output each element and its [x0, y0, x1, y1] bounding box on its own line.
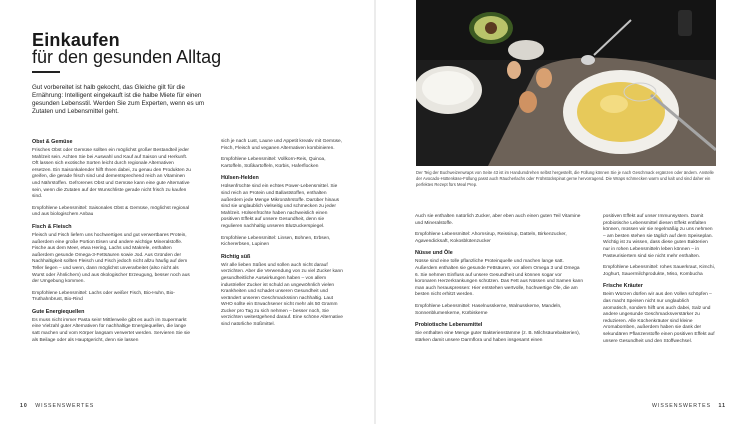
left-page	[0, 0, 374, 424]
section-heading: Fisch & Fleisch	[32, 223, 72, 230]
section-heading: Nüsse und Öle	[415, 250, 453, 257]
body-paragraph: positiven Effekt auf unser Immunsystem. Damit probiotische Lebensmittel diesen Effekt entfalten können, müssen wir sie regelmäßig zu uns nehmen – am besten stehen sie täglich auf dem Speiseplan. Wichtig ist zu wissen, dass diese guten Bakterien nur in rohen Lebensmitteln leben können – in Pasteurisiertem sind sie nicht mehr enthalten.	[603, 214, 713, 259]
section-heading: Richtig süß	[221, 253, 251, 260]
body-paragraph: Fleisch und Fisch liefern uns hochwertiges und gut verwertbares Protein, außerdem eine große Portion Eisen und andere wichtige Mineralstoffe. Fische aus dem Meer, etwa Hering, Lachs und Makrele, enthalten außerdem gesunde Omega-3-Fettsäuren sowie Jod. Aus Gründen der Nachhaltigkeit sollten Fleisch und Fisch jedoch nicht allzu häufig auf dem Teller liegen – und wenn, dann möglichst unverarbeitet (also nicht als Wurst oder Ähnlichem) und aus ökologischer Erzeugung, besser noch aus der Umgebung kommen.	[32, 232, 190, 285]
body-paragraph: Nüsse sind eine tolle pflanzliche Proteinquelle und machen lange satt. Außerdem enthalten sie gesunde Fettsäuren, vor allem Omega 3 und Omega 6. Sie nehmen Einfluss auf unsere Gesundheit und können sogar vor koronaren Herzerkrankungen schützen. Das Fett aus Nüssen und Samen kann man auch herauspressen: Hier entstehen wertvolle, hochwertige Öle, die am besten nicht erhitzt werden.	[415, 259, 583, 298]
body-paragraph: Empfohlene Lebensmittel: Saisonales Obst & Gemüse, möglichst regional und aus biologischem Anbau	[32, 205, 190, 218]
section-heading: Gute Energiequellen	[32, 308, 85, 315]
body-paragraph: Frisches Obst oder Gemüse sollten ein möglichst großer Bestandteil jeder Mahlzeit sein. Achten Sie bei Auswahl und Kauf auf Saison und Herkunft. Oft lassen sich exotische Sorten leicht durch regionale Alternativen ersetzen. Ein Saisonkalender hilft Ihnen dabei, zu genau den Produkten zu greifen, die gerade frisch sind und dementsprechend reich an Vitaminen und Nährstoffen. Gefrorenes Obst und Gemüse kann eine gute Alternative sein, wenn die Zutaten auf der Wunschliste gerade nicht frisch zu kaufen sind.	[32, 148, 191, 200]
footer-label-right: WISSENSWERTES	[652, 403, 712, 409]
footer-right	[652, 403, 726, 409]
body-paragraph: Empfohlene Lebensmittel: Linsen, Bohnen, Erbsen, Kichererbsen, Lupinen	[221, 235, 331, 248]
footer-left	[20, 403, 94, 409]
footer-label-left: WISSENSWERTES	[35, 403, 95, 409]
section-heading: Hülsen-Helden	[221, 175, 259, 182]
photo-caption: Der Teig der Buchweizenwraps von Seite 43 ist im Handumdrehen selbst hergestellt, die Füllung können Sie je nach Geschmack ergänzen oder ändern. Anstelle der Avocado-Hüttenkäse-Füllung passt auch Räucherlachs oder Frühstückspinat gerne hervorragend. Die Wraps schmecken warm und kalt und sind daher ein perfektes Rezept fürs Meal Prep.	[416, 170, 714, 187]
page-subtitle: für den gesunden Alltag	[32, 47, 222, 67]
page-number-right: 11	[718, 403, 726, 409]
body-paragraph: sich je nach Lust, Laune und Appetit kreativ mit Gemüse, Fisch, Fleisch und veganen Alternativen kombinieren.	[221, 139, 343, 151]
text-column-1	[32, 139, 192, 349]
body-paragraph: Empfohlene Lebensmittel: Vollkorn-Reis, Quinoa, Kartoffeln, Süßkartoffeln, Kürbis, Haferflocken	[221, 157, 326, 169]
page-title: Einkaufen	[32, 30, 120, 50]
section-heading: Obst & Gemüse	[32, 139, 73, 145]
body-paragraph: Auch sie enthalten natürlich Zucker, aber eben auch einen guten Teil Vitamine und Mineralstoffe.	[415, 214, 581, 226]
food-photo	[416, 0, 716, 166]
body-paragraph: Empfohlene Lebensmittel: Ahornsirup, Reissirup, Datteln, Birkenzucker, Agavendicksaft, Kokosblütenzucker	[415, 232, 567, 244]
body-paragraph: Sie enthalten eine Menge guter Bakterienstämme (z. B. Milchsäurebakterien), stärken damit unsere Darmflora und haben insgesamt einen	[415, 331, 581, 343]
wraps-photo-illustration	[416, 0, 716, 166]
body-paragraph: Es muss nicht immer Pasta sein! Mittlerweile gibt es auch im Supermarkt eine Vielzahl guter Alternativen für nachhaltige Energiequellen, die lange satt machen und vom Körper langsam verwertet werden. Servieren Sie sie als Beilage oder als Hauptgericht, denn sie lassen	[32, 317, 191, 343]
body-paragraph: Wir alle lieben Süßes und sollen auch nicht darauf verzichten. Aber die Verwendung von zu viel Zucker kann gesundheitliche Auswirkungen haben – von allem industrieller Zucker ist schuld an ungewöhnlich vielen Krankheiten und schadet unseren Gesundheit und verändert unseren Geschmackssinn nachhaltig. Laut WHO sollte ein Erwachsener nicht mehr als 50 Gramm Zucker pro Tag zu sich nehmen – besser noch, Sie verzichten weitestgehend darauf. Eine schöne Alternative sind natürliche Süßmittel.	[221, 262, 343, 328]
body-paragraph: Empfohlene Lebensmittel: Lachs oder weißer Fisch, Bio-Huhn, Bio-Truthahnbrust, Bio-Rind	[32, 290, 175, 303]
intro-paragraph: Gut vorbereitet ist halb gekocht, das Gleiche gilt für die Ernährung: Intelligent eingekauft ist die halbe Miete für einen gesunden Lebensstil. Werden Sie zum Experten, wenn es um Zutaten und Lebensmittel geht.	[32, 84, 205, 116]
body-paragraph: Empfohlene Lebensmittel: Haselnusskerne, Walnusskerne, Mandeln, Sonnenblumenkerne, Kürbiskerne	[415, 303, 562, 316]
body-paragraph: Hülsenfrüchte sind ein echtes Power-Lebensmittel. Sie sind reich an Protein und Ballaststoffen, enthalten außerdem jede Menge Mikronährstoffe. Darüber hinaus sind sie unglaublich vielseitig und schmecken zu jeder Mahlzeit. Hülsenfrüchte haben nachweislich einen positiven Effekt auf unsere Gesundheit, denn sie regulieren nachhaltig unseren Blutzuckerspiegel.	[221, 184, 340, 229]
body-paragraph: Beim Würzen dürfen wir aus den Vollen schöpfen – das macht Speisen nicht nur unglaublich aromatisch, sondern hilft uns auch dabei, Salz und andere ungesunde Geschmacksverstärker zu reduzieren. Alle Küchenkräuter sind kleine Aromabomben, außerdem haben sie dank der sekundären Pflanzenstoffe einen positiven Effekt auf unsere Gesundheit und den Stoffwechsel.	[603, 292, 715, 344]
page-number-left: 10	[20, 403, 28, 409]
text-column-2	[221, 139, 345, 334]
title-rule	[32, 71, 60, 73]
body-paragraph: Empfohlene Lebensmittel: rohes Sauerkraut, Kimchi, Joghurt, Sauermilchprodukte, Miso, Kombucha	[603, 265, 715, 277]
section-heading: Probiotische Lebensmittel	[415, 322, 483, 329]
section-heading: Frische Kräuter	[603, 283, 643, 290]
text-column-4	[603, 214, 715, 350]
text-column-3	[415, 214, 583, 349]
